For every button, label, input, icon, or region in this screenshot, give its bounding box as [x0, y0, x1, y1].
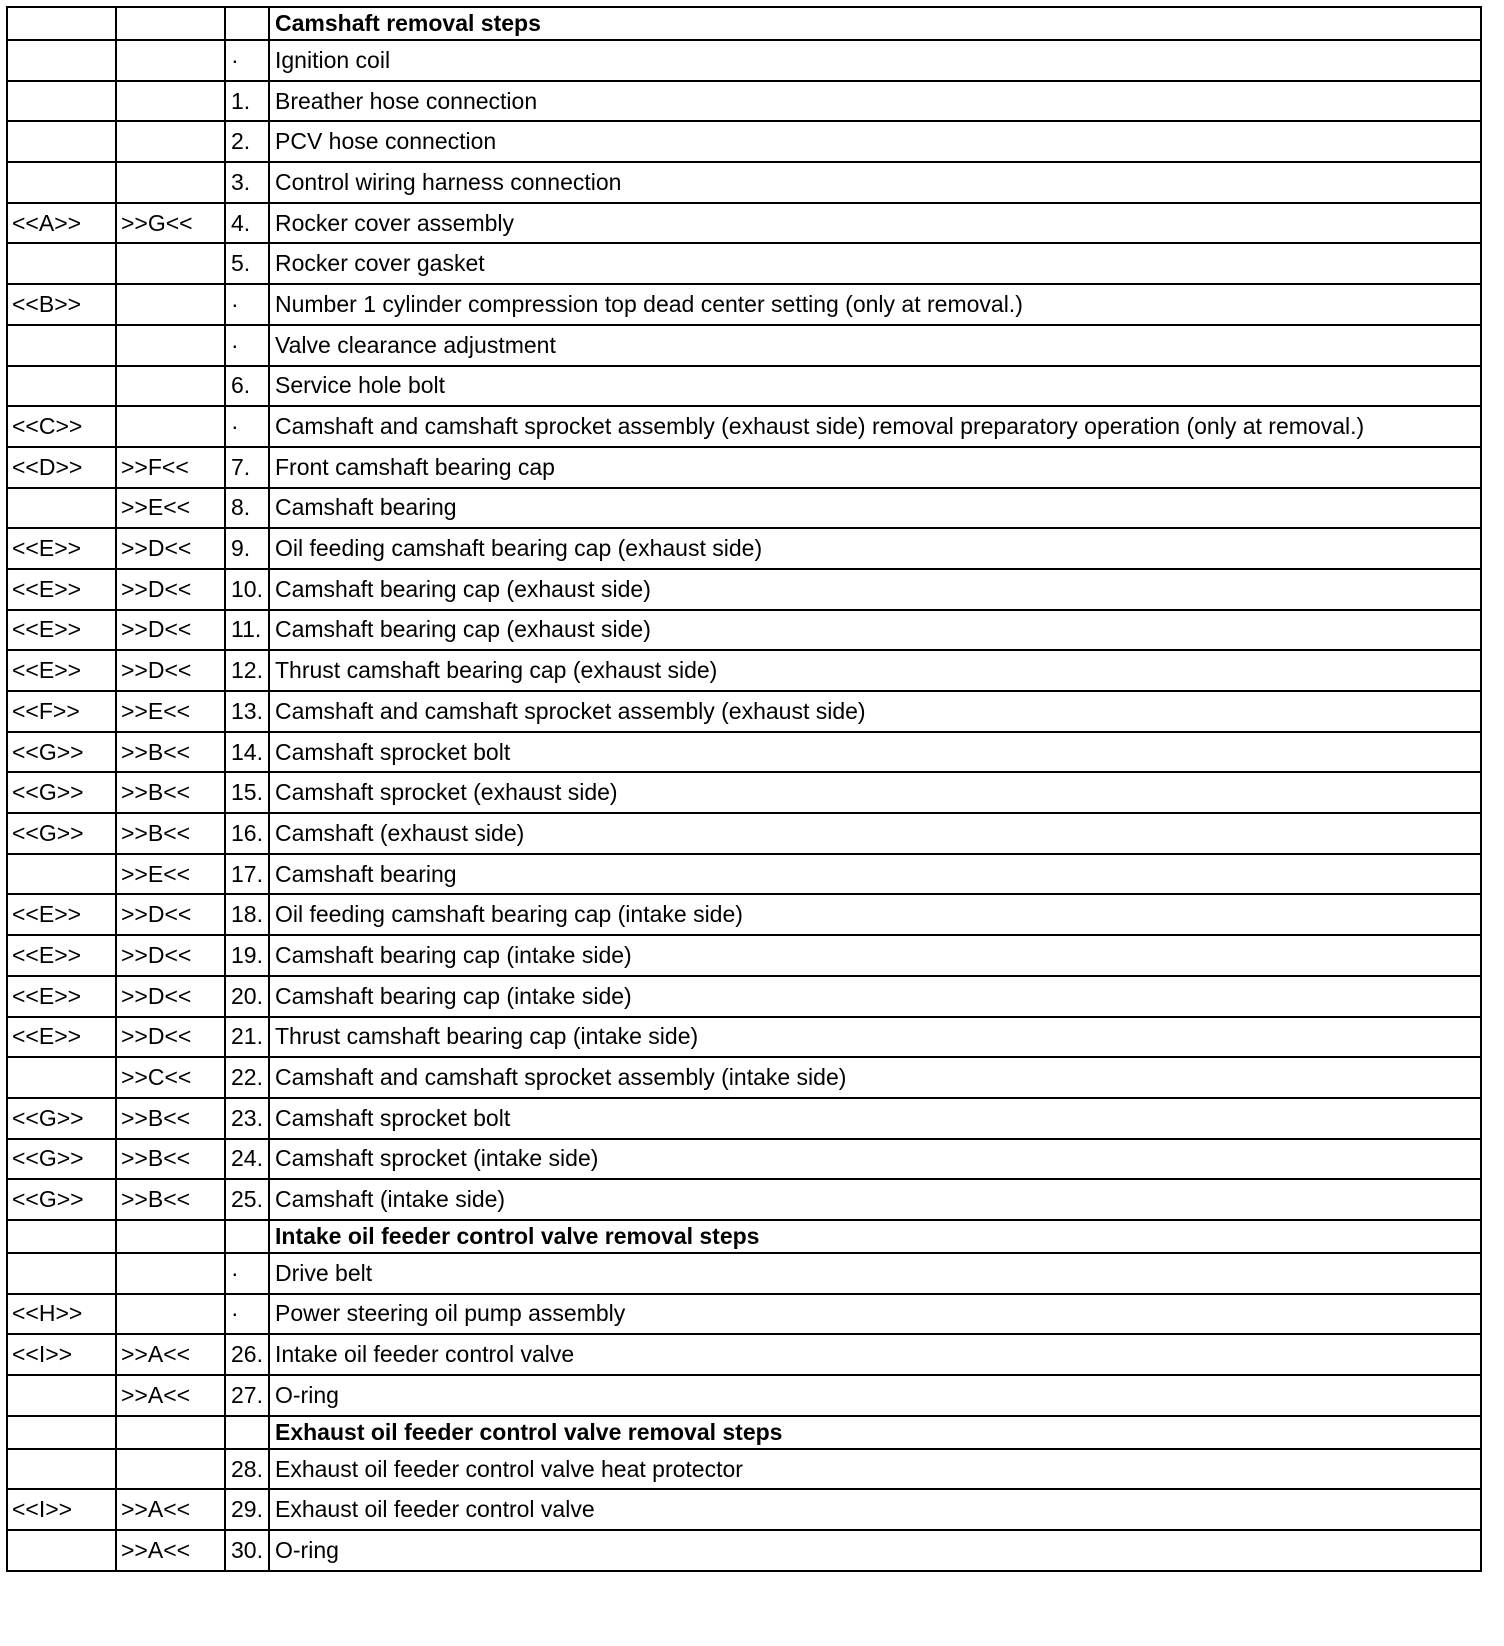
removal-code-cell [7, 162, 116, 203]
table-row [7, 406, 1481, 447]
installation-code-cell [116, 366, 225, 407]
installation-code-cell [116, 162, 225, 203]
step-number-cell: 24. [225, 1139, 269, 1180]
step-number-cell: 27. [225, 1375, 269, 1416]
table-row [7, 203, 1481, 244]
removal-code-cell: <<A>> [7, 203, 116, 244]
part-name-cell: O-ring [269, 1375, 1481, 1416]
table-row [7, 1098, 1481, 1139]
installation-code-cell [116, 1449, 225, 1490]
table-row [7, 1253, 1481, 1294]
part-name-cell: Rocker cover assembly [269, 203, 1481, 244]
installation-code-cell [116, 81, 225, 122]
installation-code-cell: >>A<< [116, 1375, 225, 1416]
installation-code-cell [116, 1294, 225, 1335]
removal-code-cell [7, 7, 116, 40]
part-name-cell: Thrust camshaft bearing cap (exhaust side) [269, 650, 1481, 691]
part-name-cell: Number 1 cylinder compression top dead center setting (only at removal.) [269, 284, 1481, 325]
step-number-cell: 25. [225, 1179, 269, 1220]
step-number-cell: 5. [225, 243, 269, 284]
step-number-cell: 2. [225, 121, 269, 162]
procedure-table-body [7, 7, 1481, 1571]
removal-code-cell [7, 1253, 116, 1294]
removal-code-cell: <<E>> [7, 976, 116, 1017]
table-row [7, 1057, 1481, 1098]
part-name-cell: Camshaft (intake side) [269, 1179, 1481, 1220]
installation-code-cell: >>D<< [116, 528, 225, 569]
removal-code-cell [7, 40, 116, 81]
step-number-cell: 19. [225, 935, 269, 976]
step-number-cell: 4. [225, 203, 269, 244]
table-row [7, 935, 1481, 976]
table-row [7, 488, 1481, 529]
section-heading-row [7, 7, 1481, 40]
step-number-cell: · [225, 40, 269, 81]
part-name-cell: Service hole bolt [269, 366, 1481, 407]
step-number-cell: · [225, 325, 269, 366]
step-number-cell: 30. [225, 1530, 269, 1571]
table-row [7, 1375, 1481, 1416]
part-name-cell: Camshaft bearing cap (exhaust side) [269, 569, 1481, 610]
section-title: Exhaust oil feeder control valve removal steps [269, 1416, 1481, 1449]
installation-code-cell: >>E<< [116, 854, 225, 895]
part-name-cell: Camshaft bearing [269, 488, 1481, 529]
removal-code-cell: <<G>> [7, 1139, 116, 1180]
removal-code-cell: <<G>> [7, 772, 116, 813]
installation-code-cell: >>B<< [116, 813, 225, 854]
step-number-cell: 28. [225, 1449, 269, 1490]
part-name-cell: PCV hose connection [269, 121, 1481, 162]
table-row [7, 854, 1481, 895]
removal-code-cell [7, 1220, 116, 1253]
removal-code-cell: <<G>> [7, 1179, 116, 1220]
step-number-cell: 21. [225, 1017, 269, 1058]
part-name-cell: Thrust camshaft bearing cap (intake side) [269, 1017, 1481, 1058]
removal-code-cell: <<I>> [7, 1334, 116, 1375]
removal-code-cell [7, 121, 116, 162]
removal-code-cell: <<E>> [7, 650, 116, 691]
removal-code-cell [7, 325, 116, 366]
part-name-cell: Camshaft sprocket (intake side) [269, 1139, 1481, 1180]
step-number-cell: 16. [225, 813, 269, 854]
removal-code-cell: <<D>> [7, 447, 116, 488]
table-row [7, 1489, 1481, 1530]
step-number-cell: · [225, 284, 269, 325]
removal-code-cell [7, 81, 116, 122]
step-number-cell: 22. [225, 1057, 269, 1098]
installation-code-cell [116, 1416, 225, 1449]
table-row [7, 976, 1481, 1017]
step-number-cell: 13. [225, 691, 269, 732]
installation-code-cell: >>F<< [116, 447, 225, 488]
removal-code-cell: <<E>> [7, 1017, 116, 1058]
installation-code-cell [116, 406, 225, 447]
removal-code-cell [7, 1057, 116, 1098]
procedure-table [6, 6, 1482, 1572]
removal-code-cell [7, 243, 116, 284]
removal-code-cell: <<E>> [7, 894, 116, 935]
removal-code-cell: <<H>> [7, 1294, 116, 1335]
installation-code-cell: >>D<< [116, 976, 225, 1017]
installation-code-cell: >>A<< [116, 1489, 225, 1530]
installation-code-cell: >>E<< [116, 488, 225, 529]
table-row [7, 813, 1481, 854]
installation-code-cell: >>B<< [116, 1139, 225, 1180]
step-number-cell: 15. [225, 772, 269, 813]
table-row [7, 1334, 1481, 1375]
step-number-cell: 1. [225, 81, 269, 122]
removal-code-cell: <<E>> [7, 528, 116, 569]
installation-code-cell: >>E<< [116, 691, 225, 732]
part-name-cell: Oil feeding camshaft bearing cap (intake side) [269, 894, 1481, 935]
removal-code-cell [7, 1416, 116, 1449]
step-number-cell: 23. [225, 1098, 269, 1139]
table-row [7, 366, 1481, 407]
part-name-cell: Camshaft bearing cap (exhaust side) [269, 610, 1481, 651]
table-row [7, 1017, 1481, 1058]
installation-code-cell: >>B<< [116, 732, 225, 773]
step-number-cell: 20. [225, 976, 269, 1017]
part-name-cell: Camshaft sprocket bolt [269, 1098, 1481, 1139]
removal-code-cell: <<I>> [7, 1489, 116, 1530]
table-row [7, 81, 1481, 122]
installation-code-cell: >>D<< [116, 1017, 225, 1058]
removal-code-cell [7, 488, 116, 529]
part-name-cell: Exhaust oil feeder control valve heat protector [269, 1449, 1481, 1490]
table-row [7, 1530, 1481, 1571]
installation-code-cell [116, 284, 225, 325]
step-number-cell: 10. [225, 569, 269, 610]
installation-code-cell: >>D<< [116, 650, 225, 691]
removal-code-cell: <<F>> [7, 691, 116, 732]
part-name-cell: Front camshaft bearing cap [269, 447, 1481, 488]
step-number-cell: 29. [225, 1489, 269, 1530]
table-row [7, 732, 1481, 773]
part-name-cell: Breather hose connection [269, 81, 1481, 122]
installation-code-cell: >>A<< [116, 1334, 225, 1375]
table-row [7, 691, 1481, 732]
step-number-cell: 14. [225, 732, 269, 773]
step-number-cell: 18. [225, 894, 269, 935]
installation-code-cell [116, 40, 225, 81]
part-name-cell: O-ring [269, 1530, 1481, 1571]
removal-code-cell: <<G>> [7, 813, 116, 854]
table-row [7, 1179, 1481, 1220]
removal-code-cell: <<E>> [7, 610, 116, 651]
part-name-cell: Camshaft (exhaust side) [269, 813, 1481, 854]
part-name-cell: Camshaft bearing [269, 854, 1481, 895]
part-name-cell: Exhaust oil feeder control valve [269, 1489, 1481, 1530]
table-row [7, 1449, 1481, 1490]
removal-code-cell: <<E>> [7, 569, 116, 610]
installation-code-cell: >>D<< [116, 935, 225, 976]
table-row [7, 1139, 1481, 1180]
step-number-cell [225, 7, 269, 40]
installation-code-cell: >>C<< [116, 1057, 225, 1098]
removal-code-cell: <<C>> [7, 406, 116, 447]
part-name-cell: Ignition coil [269, 40, 1481, 81]
removal-code-cell [7, 854, 116, 895]
installation-code-cell: >>B<< [116, 1179, 225, 1220]
removal-code-cell: <<B>> [7, 284, 116, 325]
installation-code-cell [116, 1220, 225, 1253]
table-row [7, 162, 1481, 203]
step-number-cell [225, 1220, 269, 1253]
part-name-cell: Camshaft bearing cap (intake side) [269, 935, 1481, 976]
step-number-cell: 7. [225, 447, 269, 488]
step-number-cell: 17. [225, 854, 269, 895]
section-title: Camshaft removal steps [269, 7, 1481, 40]
table-row [7, 650, 1481, 691]
part-name-cell: Intake oil feeder control valve [269, 1334, 1481, 1375]
table-row [7, 1294, 1481, 1335]
installation-code-cell [116, 243, 225, 284]
installation-code-cell [116, 1253, 225, 1294]
part-name-cell: Camshaft sprocket (exhaust side) [269, 772, 1481, 813]
installation-code-cell [116, 121, 225, 162]
section-heading-row [7, 1220, 1481, 1253]
table-row [7, 325, 1481, 366]
table-row [7, 610, 1481, 651]
table-row [7, 121, 1481, 162]
part-name-cell: Power steering oil pump assembly [269, 1294, 1481, 1335]
table-row [7, 569, 1481, 610]
part-name-cell: Drive belt [269, 1253, 1481, 1294]
step-number-cell: · [225, 406, 269, 447]
step-number-cell: 11. [225, 610, 269, 651]
step-number-cell [225, 1416, 269, 1449]
installation-code-cell: >>D<< [116, 569, 225, 610]
removal-code-cell [7, 366, 116, 407]
installation-code-cell: >>A<< [116, 1530, 225, 1571]
table-row [7, 243, 1481, 284]
removal-code-cell [7, 1449, 116, 1490]
step-number-cell: · [225, 1294, 269, 1335]
part-name-cell: Camshaft and camshaft sprocket assembly (intake side) [269, 1057, 1481, 1098]
installation-code-cell: >>B<< [116, 772, 225, 813]
installation-code-cell: >>B<< [116, 1098, 225, 1139]
section-title: Intake oil feeder control valve removal steps [269, 1220, 1481, 1253]
table-row [7, 528, 1481, 569]
removal-code-cell: <<G>> [7, 1098, 116, 1139]
step-number-cell: · [225, 1253, 269, 1294]
removal-code-cell: <<E>> [7, 935, 116, 976]
part-name-cell: Oil feeding camshaft bearing cap (exhaust side) [269, 528, 1481, 569]
table-row [7, 894, 1481, 935]
step-number-cell: 8. [225, 488, 269, 529]
installation-code-cell: >>G<< [116, 203, 225, 244]
step-number-cell: 26. [225, 1334, 269, 1375]
installation-code-cell: >>D<< [116, 610, 225, 651]
part-name-cell: Rocker cover gasket [269, 243, 1481, 284]
part-name-cell: Camshaft and camshaft sprocket assembly (exhaust side) [269, 691, 1481, 732]
section-heading-row [7, 1416, 1481, 1449]
table-row [7, 40, 1481, 81]
step-number-cell: 9. [225, 528, 269, 569]
removal-code-cell: <<G>> [7, 732, 116, 773]
installation-code-cell [116, 325, 225, 366]
part-name-cell: Valve clearance adjustment [269, 325, 1481, 366]
removal-code-cell [7, 1530, 116, 1571]
table-row [7, 284, 1481, 325]
part-name-cell: Camshaft and camshaft sprocket assembly (exhaust side) removal preparatory operation (only at removal.) [269, 406, 1481, 447]
table-row [7, 447, 1481, 488]
part-name-cell: Camshaft bearing cap (intake side) [269, 976, 1481, 1017]
installation-code-cell [116, 7, 225, 40]
step-number-cell: 12. [225, 650, 269, 691]
step-number-cell: 3. [225, 162, 269, 203]
removal-code-cell [7, 1375, 116, 1416]
step-number-cell: 6. [225, 366, 269, 407]
table-row [7, 772, 1481, 813]
installation-code-cell: >>D<< [116, 894, 225, 935]
part-name-cell: Camshaft sprocket bolt [269, 732, 1481, 773]
part-name-cell: Control wiring harness connection [269, 162, 1481, 203]
